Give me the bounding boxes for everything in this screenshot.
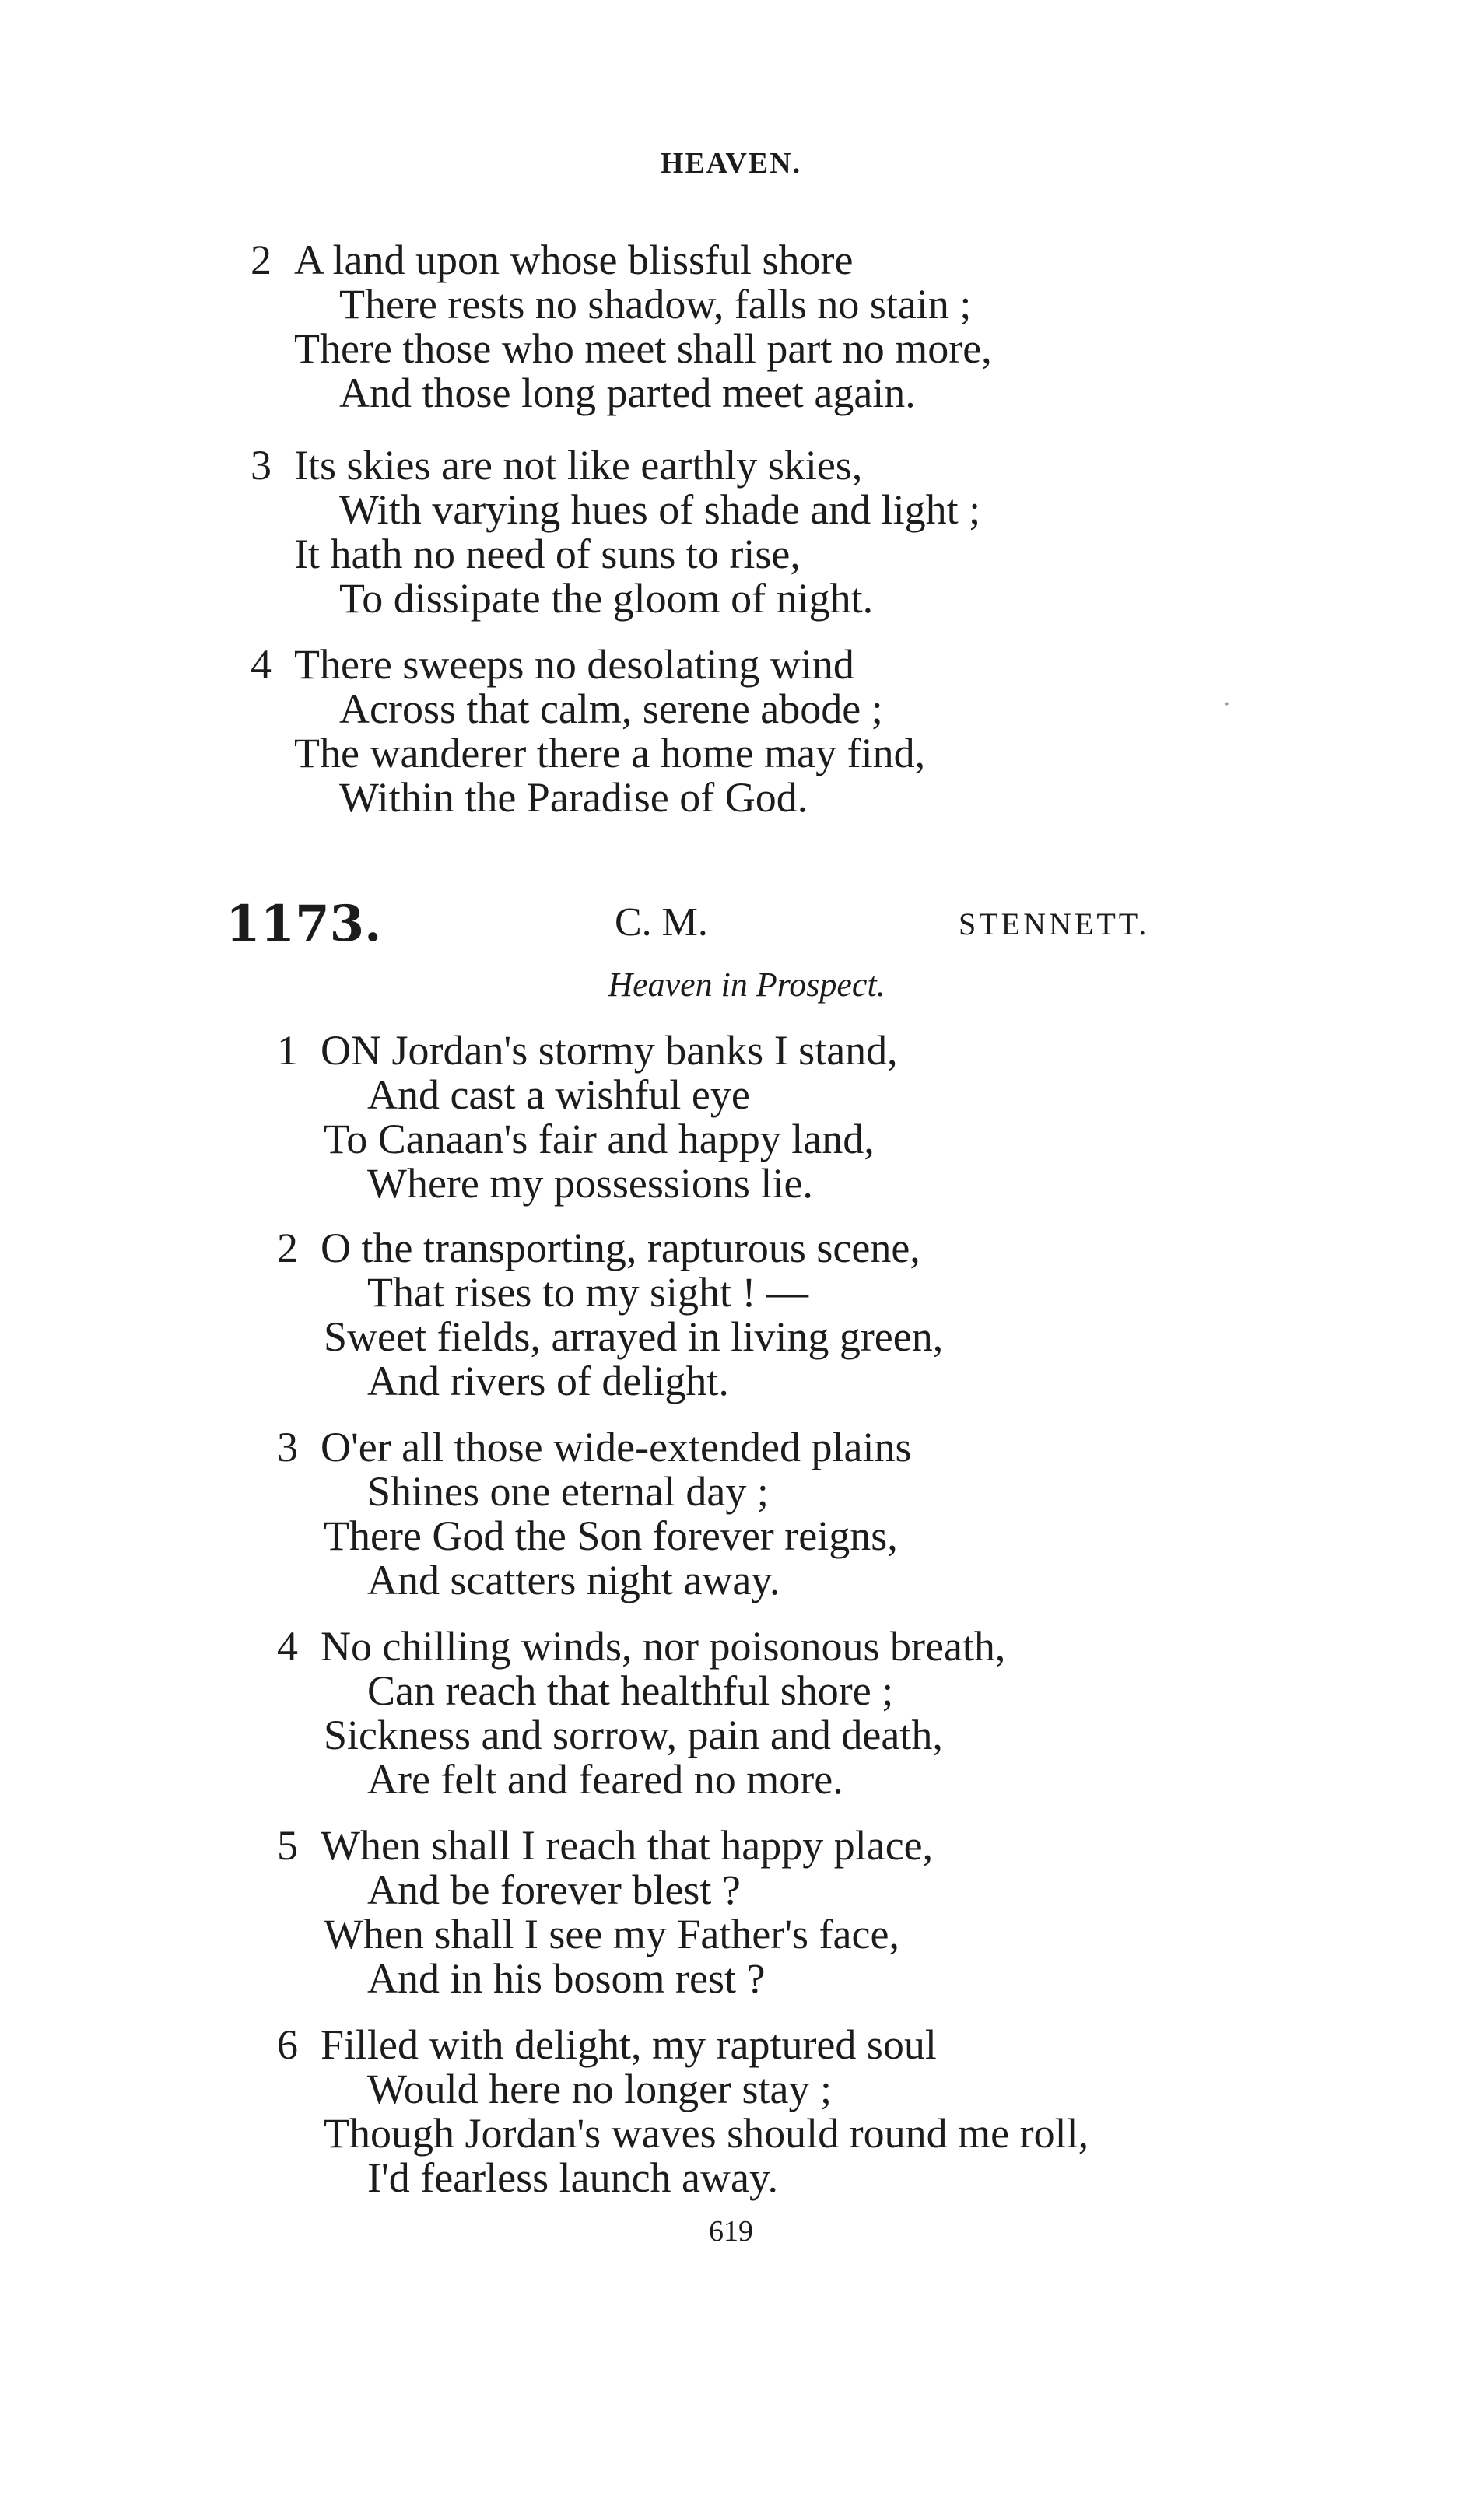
running-head: HEAVEN. [660,147,802,180]
stanza-number: 2 [251,237,272,283]
hymn-title: Heaven in Prospect. [608,966,885,1004]
hymn-meter: C. M. [615,900,708,945]
stanza-number: 2 [277,1225,298,1271]
hymnal-page: HEAVEN. 2 A land upon whose blissful shore There rests no shadow, falls no stain ; There those who meet shall part no more, And those long parted meet again. 3 Its skies are not like earthly skies, With varying hues of shade and light ; It hath no need of suns to rise, To dissipate the gloom of night. 4 There sweeps no desolating wind Across that calm, serene abode ; The wanderer there a home may find, Within the Paradise of God. · 1173. C. M. STENNETT. Heaven in Prospect. 1 ON Jordan's stormy banks I stand, And cast a wishful eye To Canaan's fair and happy land, Where my possessions lie. 2 O the transporting, rapturous scene, That rises to my sight ! — Sweet fields, arrayed in living green, And rivers of delight. 3 O'er all those wide-extended plains Shines one eternal day ; There God the Son forever reigns, And scatters night away. 4 No chilling winds, nor poisonous breath, Can reach that healthful shore ; Sickness and sorrow, pain and death, Are felt and feared no more. 5 When shall I reach that happy place, And be forever blest ? When shall I see my Father's face, And in his bosom rest ? 6 Filled with delight, my raptured soul Would here no longer stay ; Though Jordan's waves should round me roll, I'd fearless launch away. 619 [0,0,1462,2520]
stanza-number: 4 [251,641,272,688]
hymn-header [0,895,1462,957]
stanza-number: 4 [277,1623,298,1670]
stanza-number: 3 [251,442,272,489]
page-number: 619 [709,2215,753,2248]
stanza-number: 3 [277,1424,298,1470]
stanza-number: 6 [277,2021,298,2068]
hymn-number: 1173. [226,895,382,953]
stanza-number: 5 [277,1822,298,1869]
stanza-number: 1 [277,1027,298,1074]
stray-dot-mark: · [1223,691,1231,718]
hymn-author: STENNETT. [959,906,1150,941]
